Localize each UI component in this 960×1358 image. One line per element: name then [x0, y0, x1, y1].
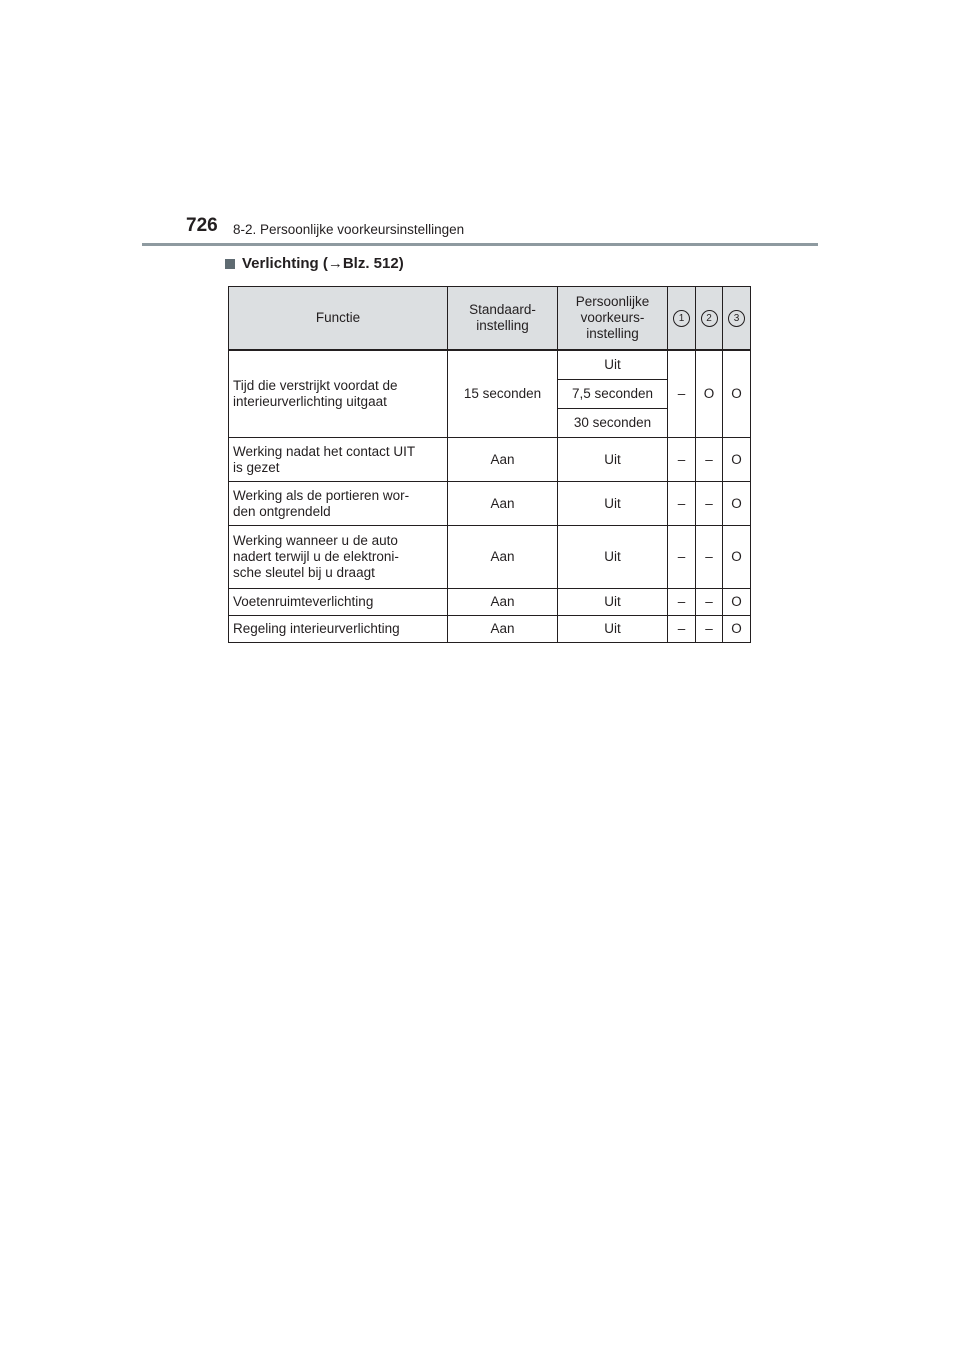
- table-row: [229, 438, 751, 482]
- row5-method-1: –: [668, 589, 696, 616]
- circled-3-icon: 3: [728, 310, 745, 327]
- section-title: Verlichting (→Blz. 512): [242, 255, 404, 272]
- row2-method-2: –: [696, 438, 723, 482]
- row3-method-3: O: [723, 482, 751, 526]
- page-number: 726: [186, 215, 218, 236]
- row2-default: Aan: [448, 438, 558, 482]
- row6-method-1: –: [668, 616, 696, 643]
- chapter-title: 8-2. Persoonlijke voorkeursinstellingen: [233, 222, 465, 237]
- row5-method-2: –: [696, 589, 723, 616]
- section-heading: [225, 255, 404, 272]
- row3-custom: Uit: [558, 482, 668, 526]
- table-row: [229, 526, 751, 589]
- row6-custom: Uit: [558, 616, 668, 643]
- row6-function: Regeling interieurverlichting: [229, 616, 448, 643]
- row3-function: Werking als de portieren wor- den ontgrendeld: [229, 482, 448, 526]
- row1-custom-option-2: 7,5 seconden: [558, 380, 668, 409]
- row3-method-2: –: [696, 482, 723, 526]
- row5-custom: Uit: [558, 589, 668, 616]
- row2-method-1: –: [668, 438, 696, 482]
- settings-table: [228, 286, 751, 643]
- table-row: [229, 350, 751, 380]
- header-method-1: [668, 287, 696, 351]
- header-method-2: [696, 287, 723, 351]
- row4-function: Werking wanneer u de auto nadert terwijl u de elektroni- sche sleutel bij u draagt: [229, 526, 448, 589]
- table-row: [229, 589, 751, 616]
- row5-default: Aan: [448, 589, 558, 616]
- row6-method-2: –: [696, 616, 723, 643]
- row1-method-2: O: [696, 350, 723, 438]
- row6-method-3: O: [723, 616, 751, 643]
- header-default-setting: Standaard- instelling: [448, 287, 558, 351]
- header-function: Functie: [229, 287, 448, 351]
- row2-function: Werking nadat het contact UIT is gezet: [229, 438, 448, 482]
- row1-method-3: O: [723, 350, 751, 438]
- row3-default: Aan: [448, 482, 558, 526]
- header-custom-setting: Persoonlijke voorkeurs- instelling: [558, 287, 668, 351]
- row3-method-1: –: [668, 482, 696, 526]
- row5-method-3: O: [723, 589, 751, 616]
- row2-custom: Uit: [558, 438, 668, 482]
- row1-default: 15 seconden: [448, 350, 558, 438]
- circled-1-icon: 1: [673, 310, 690, 327]
- row2-method-3: O: [723, 438, 751, 482]
- row1-custom-option-1: Uit: [558, 350, 668, 380]
- table-header-row: [229, 287, 751, 351]
- header-rule: [142, 243, 818, 246]
- filled-square-icon: [225, 259, 235, 269]
- row4-custom: Uit: [558, 526, 668, 589]
- row1-method-1: –: [668, 350, 696, 438]
- header-method-3: [723, 287, 751, 351]
- table-row: [229, 482, 751, 526]
- row4-method-1: –: [668, 526, 696, 589]
- row4-default: Aan: [448, 526, 558, 589]
- table-row: [229, 616, 751, 643]
- row6-default: Aan: [448, 616, 558, 643]
- row4-method-3: O: [723, 526, 751, 589]
- row5-function: Voetenruimteverlichting: [229, 589, 448, 616]
- row1-function: Tijd die verstrijkt voordat de interieurverlichting uitgaat: [229, 350, 448, 438]
- row1-custom-option-3: 30 seconden: [558, 409, 668, 438]
- row4-method-2: –: [696, 526, 723, 589]
- circled-2-icon: 2: [701, 310, 718, 327]
